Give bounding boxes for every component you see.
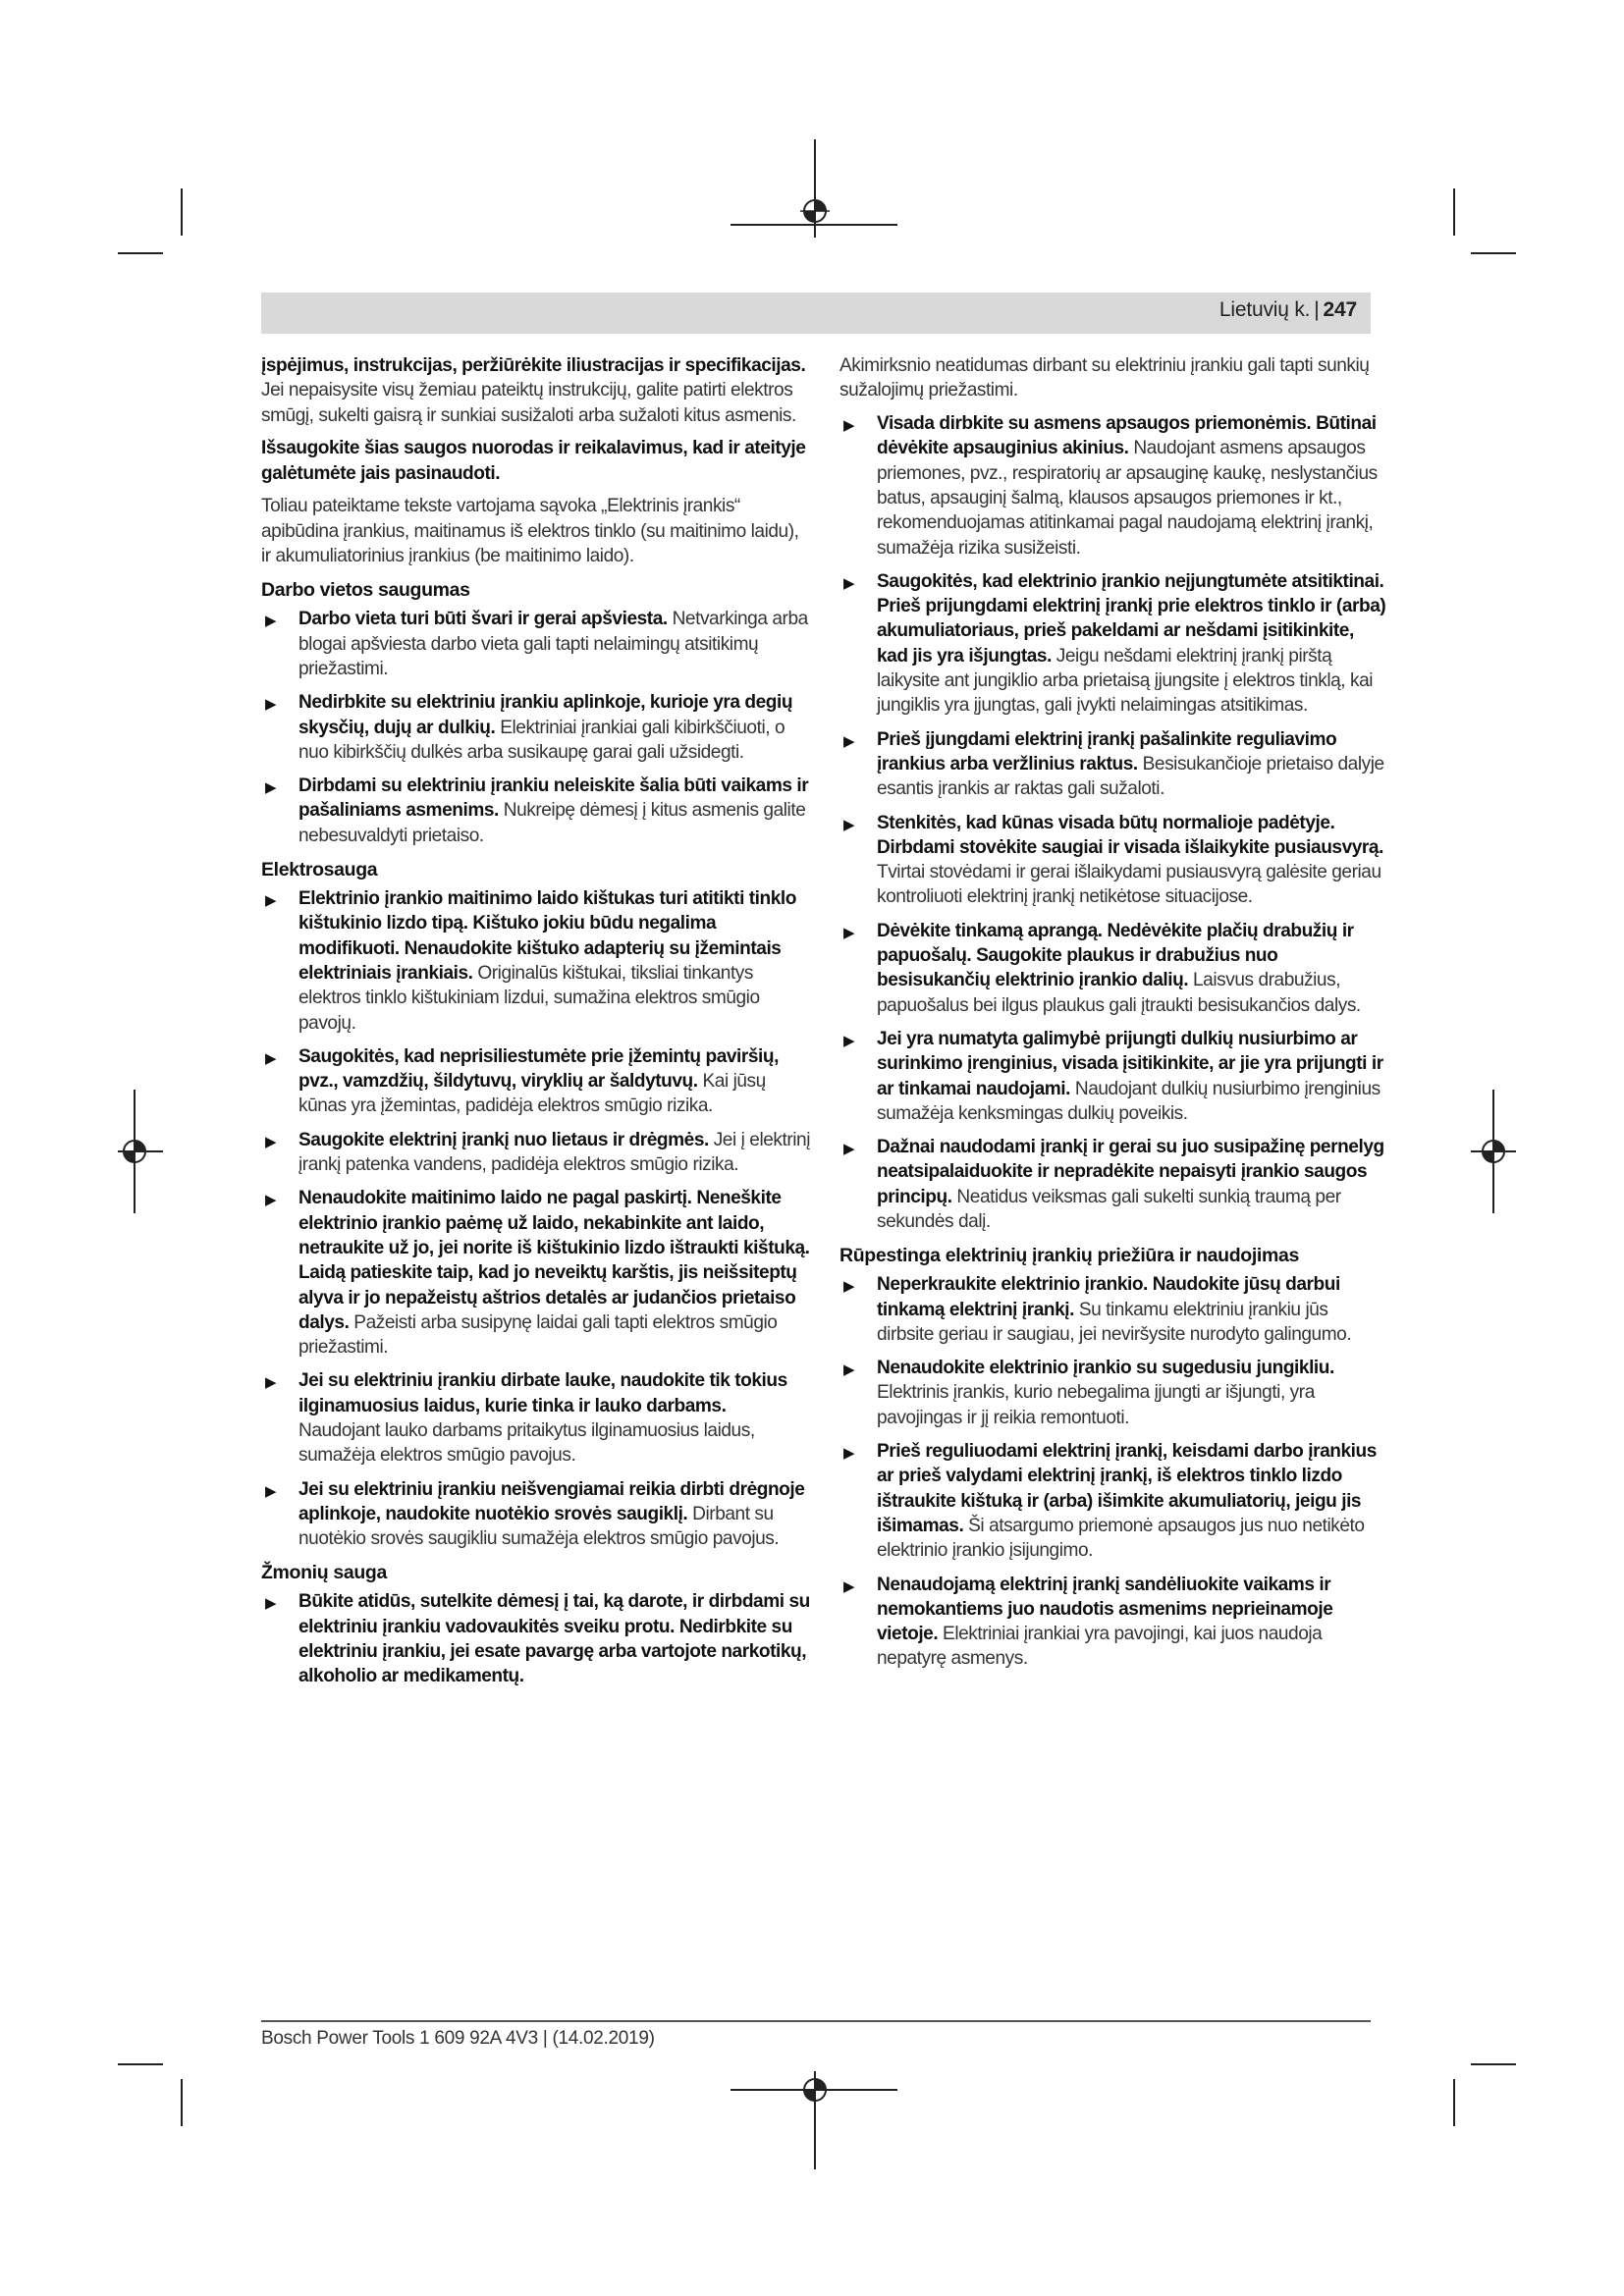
header-language: Lietuvių k. — [1218, 298, 1311, 321]
bullet-triangle-icon: ▶ — [843, 1577, 855, 1595]
bullet-triangle-icon: ▶ — [265, 892, 277, 910]
intro-bold: įspėjimus, instrukcijas, peržiūrėkite iliustracijas ir specifikacijas. — [261, 355, 806, 376]
crop-mark-top-left-v — [181, 188, 183, 236]
item-text: Kai jūsų kūnas yra įžemintas, padidėja elektros smūgio rizika. — [298, 1071, 766, 1117]
list-item — [261, 607, 811, 681]
item-text: Elektriniai įrankiai gali kibirkščiuoti, o nuo kibirkščių dulkės arba susikaupę garai gali užsidegti. — [298, 717, 785, 763]
page-number: 247 — [1323, 298, 1357, 321]
item-text: Nukreipę dėmesį į kitus asmenis galite nebesuvaldyti prietaiso. — [298, 800, 806, 846]
item-bold: Nenaudojamą elektrinį įrankį sandėliuokite vaikams ir nemokantiems juo naudotis asmenims neprieinamoje vietoje. — [877, 1574, 1333, 1645]
item-text: Elektriniai įrankiai yra pavojingi, kai juos naudoja nepatyrę asmenys. — [877, 1624, 1323, 1670]
item-bold: Būkite atidūs, sutelkite dėmesį į tai, ką darote, ir dirbdami su elektriniu įrankiu vadovaukitės sveiku protu. Nedirbkite su elektriniu įrankiu, jei esate pavargę arba vartojote narkotikų, alkoholio ar medikamentų. — [298, 1591, 810, 1687]
crop-mark-top-right-v — [1453, 188, 1455, 236]
item-bold: Dėvėkite tinkamą aprangą. Nedėvėkite plačių drabužių ir papuošalų. Saugokite plaukus ir drabužius nuo besisukančių elektrinio įrankio dalių. — [877, 920, 1354, 991]
item-text: Pažeisti arba susipynę laidai gali tapti elektros smūgio priežastimi. — [298, 1311, 778, 1359]
item-text: Naudojant asmens apsaugos priemones, pvz., respiratorių ar apsauginę kaukę, neslystančius batus, apsauginį šalmą, klausos apsaugos priemones ir kt., rekomenduojamas atitinkamai pagal naudojamą elektrinį įrankį, sumažėja rizika susižeisti. — [877, 438, 1378, 559]
right-column — [839, 353, 1389, 1681]
bullet-triangle-icon: ▶ — [843, 816, 855, 833]
registration-mark-top-icon — [800, 196, 830, 226]
list-item — [839, 811, 1389, 910]
bullet-triangle-icon: ▶ — [265, 1049, 277, 1067]
intro-text: Jei nepaisysite visų žemiau pateiktų instrukcijų, galite patirti elektros smūgį, sukelti gaisrą ir sunkiai susižaloti arba sužaloti kitus asmenis. — [261, 380, 796, 426]
registration-mark-right-icon — [1479, 1137, 1508, 1166]
item-bold: Dirbdami su elektriniu įrankiu neleiskite šalia būti vaikams ir pašaliniams asmenims. — [298, 775, 809, 822]
item-text: Besisukančioje prietaiso dalyje esantis įrankis ar raktas gali sužaloti. — [877, 753, 1384, 800]
bullet-triangle-icon: ▶ — [265, 779, 277, 797]
list-item — [839, 1027, 1389, 1126]
bullet-triangle-icon: ▶ — [843, 1362, 855, 1379]
bullet-triangle-icon: ▶ — [843, 924, 855, 941]
list-item — [261, 1044, 811, 1119]
bullet-triangle-icon: ▶ — [265, 1595, 277, 1613]
bullet-triangle-icon: ▶ — [265, 1374, 277, 1392]
bullet-triangle-icon: ▶ — [265, 696, 277, 714]
item-bold: Stenkitės, kad kūnas visada būtų normalioje padėtyje. Dirbdami stovėkite saugiai ir visada išlaikykite pusiausvyrą. — [877, 812, 1383, 858]
definition-paragraph: Toliau pateiktame tekste vartojama sąvoka „Elektrinis įrankis“ apibūdina įrankius, maitinamus iš elektros tinklo (su maitinimo laidu), ir akumuliatorinius įrankius (be maitinimo laido). — [261, 496, 799, 567]
item-text: Dirbant su nuotėkio srovės saugikliu sumažėja elektros smūgio pavojus. — [298, 1503, 780, 1550]
list-item — [261, 774, 811, 848]
electrical-list — [261, 886, 811, 1551]
list-item — [261, 1128, 811, 1178]
item-bold: Darbo vieta turi būti švari ir gerai apšviesta. — [298, 609, 668, 630]
bullet-triangle-icon: ▶ — [265, 1133, 277, 1150]
list-item — [839, 1439, 1389, 1563]
crop-mark-bottom-left-v — [181, 2079, 183, 2126]
list-item — [261, 1477, 811, 1552]
item-text: Naudojant dulkių nusiurbimo įrenginius sumažėja kenksmingas dulkių poveikis. — [877, 1078, 1380, 1124]
personal-heading: Žmonių sauga — [261, 1562, 387, 1584]
list-item — [261, 886, 811, 1036]
list-item — [839, 727, 1389, 802]
bullet-triangle-icon: ▶ — [843, 732, 855, 750]
item-text: Tvirtai stovėdami ir gerai išlaikydami pusiausvyrą galėsite geriau kontroliuoti elektrinį įrankį netikėtose situacijose. — [877, 862, 1381, 908]
item-text: Neatidus veiksmas gali sukelti sunkią traumą per sekundės dalį. — [877, 1186, 1341, 1232]
item-text: Jeigu nešdami elektrinį įrankį pirštą laikysite ant jungiklio arba prietaisą įjungsite į elektros tinklą, kai jungiklis yra įjungtas, gali įvykti nelaimingas atsitikimas. — [877, 645, 1374, 717]
list-item — [839, 569, 1389, 719]
item-text: Ši atsargumo priemonė apsaugos jus nuo netikėto elektrinio įrankio įsijungimo. — [877, 1515, 1365, 1562]
list-item — [839, 411, 1389, 561]
crop-mark-bottom-right-h — [1471, 2063, 1516, 2065]
crop-mark-top-right-h — [1471, 252, 1516, 254]
item-bold: Jei su elektriniu įrankiu dirbate lauke, naudokite tik tokius ilginamuosius laidus, kurie tinka ir lauko darbams. — [298, 1370, 787, 1416]
item-bold: Neperkraukite elektrinio įrankio. Naudokite jūsų darbui tinkamą elektrinį įrankį. — [877, 1274, 1340, 1320]
crop-mark-bottom-right-v — [1453, 2079, 1455, 2126]
list-item — [261, 1368, 811, 1468]
item-bold: Nedirbkite su elektriniu įrankiu aplinkoje, kurioje yra degių skysčių, dujų ar dulkių. — [298, 692, 793, 738]
continuation-paragraph: Akimirksnio neatidumas dirbant su elektriniu įrankiu gali tapti sunkių sužalojimų priežastimi. — [839, 355, 1370, 401]
item-text: Su tinkamu elektriniu įrankiu jūs dirbsite geriau ir saugiau, jei neviršysite nurodyto galingumo. — [877, 1299, 1352, 1345]
work-area-heading: Darbo vietos saugumas — [261, 579, 470, 602]
personal-list — [261, 1589, 811, 1688]
item-bold: Prieš įjungdami elektrinį įrankį pašalinkite reguliavimo įrankius arba veržlinius raktus. — [877, 728, 1337, 774]
item-bold: Nenaudokite maitinimo laido ne pagal paskirtį. Neneškite elektrinio įrankio paėmę už laido, nekabinkite ant laido, netraukite už jo, jei norite iš kištukinio lizdo ištraukti kištuką. Laidą patieskite taip, kad jo neveiktų karštis, jis neišsiteptų alyva ir jo nepažeistų aštrios detalės ar judančios prietaiso dalys. — [298, 1188, 810, 1333]
item-text: Naudojant lauko darbams pritaikytus ilginamuosius laidus, sumažėja elektros smūgio pavojus. — [298, 1419, 755, 1467]
item-bold: Elektrinio įrankio maitinimo laido kištukas turi atitikti tinklo kištukinio lizdo tipą. Kištuko jokiu būdu negalima modifikuoti. Nenaudokite kištuko adapterių su įžemintais elektriniais įrankiais. — [298, 888, 796, 984]
list-item — [839, 1356, 1389, 1430]
personal-list-continued — [839, 411, 1389, 1234]
list-item — [839, 919, 1389, 1018]
item-bold: Visada dirbkite su asmens apsaugos priemonėmis. Būtinai dėvėkite apsauginius akinius. — [877, 413, 1377, 459]
bullet-triangle-icon: ▶ — [843, 417, 855, 435]
bullet-triangle-icon: ▶ — [265, 613, 277, 630]
header-separator: | — [1314, 298, 1320, 321]
keep-instructions-paragraph — [261, 436, 811, 486]
list-item — [839, 1573, 1389, 1672]
left-column — [261, 353, 811, 1698]
item-bold: Prieš reguliuodami elektrinį įrankį, keisdami darbo įrankius ar prieš valydami elektrinį įrankį, iš elektros tinklo lizdo ištraukite kištuką ir (arba) išimkite akumuliatorių, jeigu jis išimamas. — [877, 1441, 1377, 1536]
keep-instructions: Išsaugokite šias saugos nuorodas ir reikalavimus, kad ir ateityje galėtumėte jais pasinaudoti. — [261, 438, 806, 484]
footer-text: Bosch Power Tools 1 609 92A 4V3 | (14.02.2019) — [261, 2028, 655, 2049]
item-bold: Saugokitės, kad neprisiliestumėte prie įžemintų paviršių, pvz., vamzdžių, šildytuvų, viryklių ar šaldytuvų. — [298, 1045, 779, 1093]
item-bold: Jei yra numatyta galimybė prijungti dulkių nusiurbimo ar surinkimo įrenginius, visada įsitikinkite, ar jie yra prijungti ir ar tinkamai naudojami. — [877, 1028, 1383, 1099]
item-text: Netvarkinga arba blogai apšviesta darbo vieta gali tapti nelaimingų atsitikimų priežastimi. — [298, 609, 808, 679]
footer-rule — [261, 2020, 1371, 2022]
list-item — [839, 1272, 1389, 1347]
list-item — [261, 1186, 811, 1360]
registration-mark-left-icon — [120, 1137, 149, 1166]
bullet-triangle-icon: ▶ — [843, 1445, 855, 1463]
list-item — [839, 1135, 1389, 1234]
bullet-triangle-icon: ▶ — [843, 574, 855, 592]
item-text: Elektrinis įrankis, kurio nebegalima įjungti ar išjungti, yra pavojingas ir jį reikia remontuoti. — [877, 1382, 1315, 1428]
tool-care-list — [839, 1272, 1389, 1671]
bullet-triangle-icon: ▶ — [265, 1482, 277, 1500]
item-bold: Dažnai naudodami įrankį ir gerai su juo susipažinę pernelyg neatsipalaiduokite ir nepradėkite nepaisyti įrankio saugos principų. — [877, 1137, 1384, 1207]
bullet-triangle-icon: ▶ — [265, 1192, 277, 1209]
item-bold: Nenaudokite elektrinio įrankio su sugedusiu jungikliu. — [877, 1358, 1334, 1379]
item-bold: Saugokitės, kad elektrinio įrankio neįjungtumėte atsitiktinai. Prieš prijungdami elektrinį įrankį prie elektros tinklo ir (arba) akumuliatoriaus, prieš pakeldami ar nešdami įsitikinkite, kad jis yra išjungtas. — [877, 570, 1386, 667]
bullet-triangle-icon: ▶ — [843, 1141, 855, 1158]
header-text — [1219, 298, 1357, 322]
item-bold: Jei su elektriniu įrankiu neišvengiamai reikia dirbti drėgnoje aplinkoje, naudokite nuotėkio srovės saugiklį. — [298, 1478, 805, 1524]
tool-care-heading: Rūpestinga elektrinių įrankių priežiūra ir naudojimas — [839, 1245, 1299, 1267]
intro-paragraph — [261, 353, 811, 428]
electrical-heading: Elektrosauga — [261, 859, 378, 881]
bullet-triangle-icon: ▶ — [843, 1032, 855, 1049]
bullet-triangle-icon: ▶ — [843, 1278, 855, 1296]
item-bold: Saugokite elektrinį įrankį nuo lietaus ir drėgmės. — [298, 1129, 709, 1150]
item-text: Laisvus drabužius, papuošalus bei ilgus plaukus gali įtraukti besisukančios dalys. — [877, 970, 1361, 1016]
registration-mark-bottom-icon — [800, 2075, 830, 2105]
item-text: Originalūs kištukai, tiksliai tinkantys elektros tinklo kištukiniam lizdui, sumažina elektros smūgio pavojų. — [298, 962, 760, 1034]
page-header — [261, 293, 1371, 334]
list-item — [261, 690, 811, 765]
crop-mark-bottom-left-h — [118, 2063, 163, 2065]
item-text: Jei į elektrinį įrankį patenka vandens, padidėja elektros smūgio rizika. — [298, 1129, 811, 1176]
crop-mark-top-left-h — [118, 252, 163, 254]
list-item — [261, 1589, 811, 1688]
work-area-list — [261, 607, 811, 848]
